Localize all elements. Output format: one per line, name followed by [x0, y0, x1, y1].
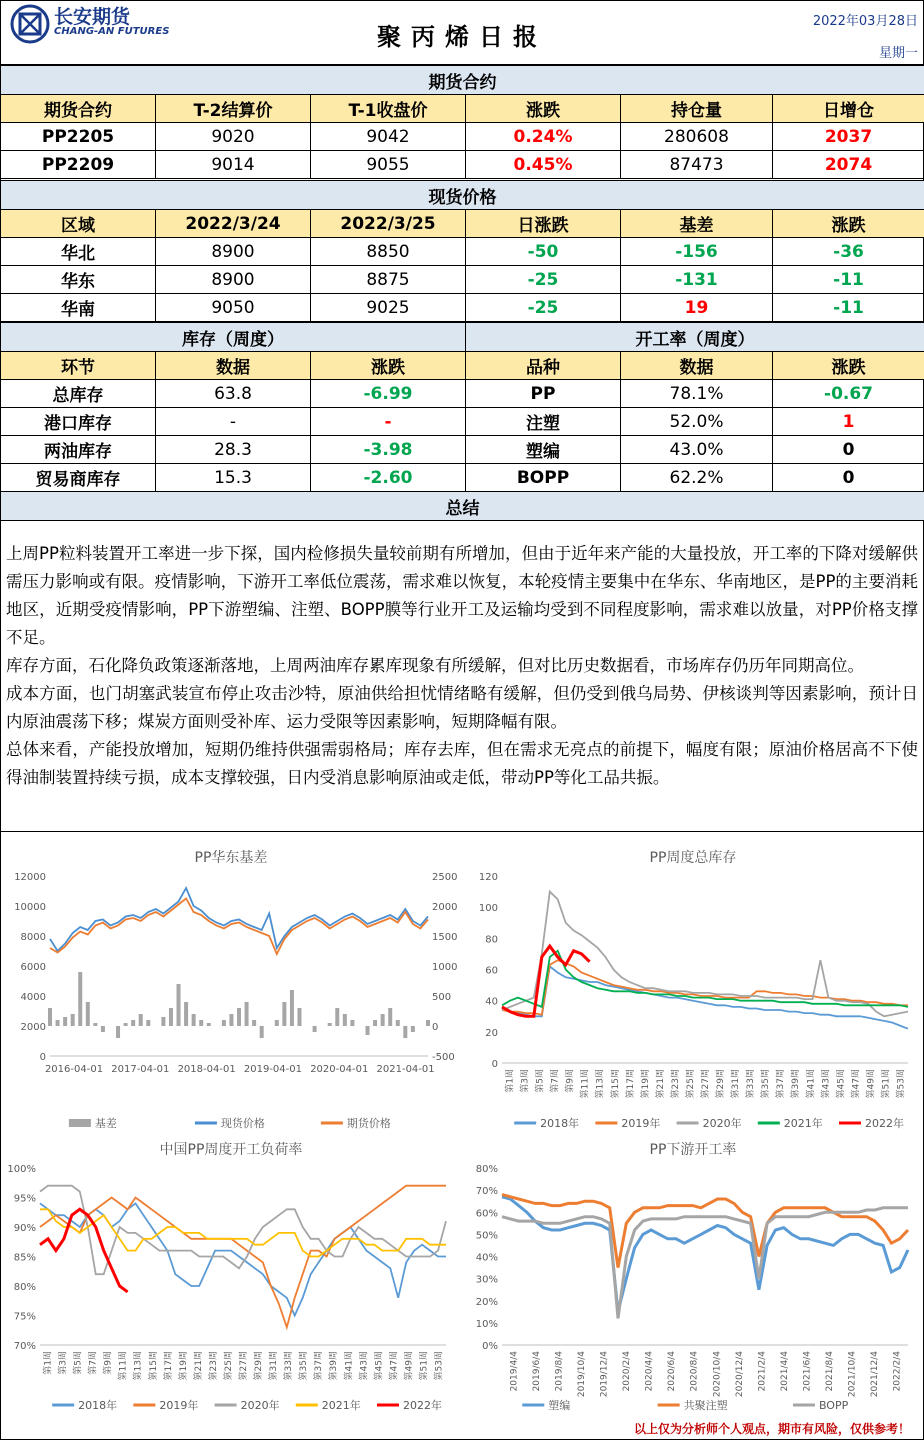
- basis-bar: [222, 1020, 226, 1026]
- cell: 63.8: [156, 380, 311, 408]
- chart-svg: [464, 838, 922, 1138]
- legend-label: 2020年: [702, 1117, 742, 1130]
- chart-title: PP下游开工率: [649, 1142, 737, 1158]
- summary-paragraph: 总体来看，产能投放增加，短期仍维持供强需弱格局；库存去库，但在需求无亮点的前提下，幅度有限；原油价格居高不下使得油制装置持续亏损，成本支撑较强，日内受消息影响原油或走低，带动PP等化工品共振。: [6, 740, 918, 787]
- cell: -: [156, 408, 311, 436]
- chart-basis: [2, 838, 460, 1138]
- x-tick-label: 2020/10/4: [712, 1351, 723, 1398]
- x-tick-label: 第53周: [896, 1069, 907, 1099]
- inventory-section-title: 库存（周度）: [1, 323, 466, 352]
- basis-bar: [350, 1020, 354, 1026]
- x-tick-label: 2020/4/4: [644, 1351, 655, 1392]
- x-tick-label: 第31周: [269, 1351, 280, 1381]
- x-tick-label: 第41周: [344, 1351, 355, 1381]
- basis-bar: [275, 1020, 279, 1026]
- legend-label: 2018年: [78, 1399, 118, 1412]
- cell-change: 0: [773, 464, 924, 492]
- basis-bar: [101, 1026, 105, 1032]
- cell-change: -36: [773, 238, 924, 266]
- col-header: T-1收盘价: [311, 95, 466, 123]
- table-row: [1, 436, 924, 464]
- x-tick-label: 第41周: [806, 1069, 817, 1099]
- contract-name: PP2205: [1, 123, 156, 151]
- cell: 280608: [621, 123, 773, 151]
- table-row: [1, 238, 924, 266]
- cell-change: -2.60: [311, 464, 466, 492]
- col-header: 日增仓: [773, 95, 924, 123]
- table-row: [1, 464, 924, 492]
- x-tick-label: 第37周: [314, 1351, 325, 1381]
- x-tick-label: 第37周: [776, 1069, 787, 1099]
- x-tick-label: 第5周: [535, 1069, 546, 1093]
- product-name: 塑编: [466, 436, 621, 464]
- y-tick-label: 0: [491, 1059, 498, 1070]
- table-row: [1, 380, 924, 408]
- y-tick-label: 20%: [475, 1296, 498, 1308]
- report-header: [0, 0, 924, 65]
- x-tick-label: 第47周: [851, 1069, 862, 1099]
- basis-bar: [169, 1008, 173, 1026]
- chart-operating-rate: [2, 1130, 460, 1420]
- col-header: 2022/3/24: [156, 210, 311, 238]
- cell: 8900: [156, 238, 311, 266]
- x-tick-label: 第33周: [284, 1351, 295, 1381]
- y-tick-label: 60: [485, 965, 498, 977]
- x-tick-label: 第13周: [595, 1069, 606, 1099]
- col-header: 涨跌: [466, 95, 621, 123]
- series-line: [40, 1186, 446, 1328]
- table-row: [1, 294, 924, 322]
- basis-bar: [56, 1020, 60, 1026]
- cell-change: -50: [466, 238, 621, 266]
- x-tick-label: 第27周: [239, 1351, 249, 1381]
- x-tick-label: 第47周: [389, 1351, 400, 1381]
- cell: 9042: [311, 123, 466, 151]
- x-tick-label: 第7周: [88, 1351, 99, 1375]
- x-tick-label: 第29周: [254, 1351, 265, 1381]
- y-tick-label: 100%: [7, 1164, 36, 1175]
- y-tick-label: 75%: [13, 1311, 36, 1323]
- y-tick-label: 0: [39, 1052, 46, 1063]
- x-tick-label: 第9周: [103, 1351, 114, 1375]
- basis-bar: [207, 1023, 211, 1026]
- legend-label: 2021年: [783, 1117, 823, 1130]
- col-header: T-2结算价: [156, 95, 311, 123]
- report-date: 2022年03月28日: [812, 14, 918, 29]
- basis-bar: [290, 990, 294, 1026]
- x-tick-label: 2019/10/4: [576, 1351, 587, 1398]
- y-tick-label: 0: [432, 1022, 439, 1033]
- col-header: 数据: [621, 352, 773, 380]
- x-tick-label: 2021/6/4: [802, 1351, 813, 1392]
- y-tick-label: 80%: [475, 1164, 498, 1175]
- table-row: [1, 408, 924, 436]
- x-tick-label: 第27周: [701, 1069, 711, 1099]
- y-tick-label: 80: [485, 934, 498, 946]
- legend-label: 2022年: [402, 1399, 442, 1412]
- x-tick-label: 第45周: [836, 1069, 847, 1099]
- basis-bar: [245, 1002, 249, 1026]
- x-tick-label: 第5周: [73, 1351, 84, 1375]
- basis-bar: [252, 1020, 256, 1026]
- legend-label: 2020年: [240, 1399, 280, 1412]
- chart-svg: [464, 1130, 922, 1420]
- spot-table: [0, 180, 924, 322]
- series-line: [502, 951, 908, 1007]
- cell: 9055: [311, 151, 466, 179]
- cell: 52.0%: [621, 408, 773, 436]
- col-header: 数据: [156, 352, 311, 380]
- basis-bar: [297, 1008, 301, 1026]
- cell-basis: -131: [621, 266, 773, 294]
- basis-bar: [313, 1026, 317, 1032]
- legend-label: 2019年: [621, 1117, 661, 1130]
- disclaimer: 以上仅为分析师个人观点，期市有风险，仅供参考！: [633, 1422, 910, 1436]
- x-tick-label: 第7周: [550, 1069, 561, 1093]
- cell-change: -25: [466, 266, 621, 294]
- y-tick-label: 2000: [20, 1022, 46, 1033]
- y-tick-label: 12000: [14, 872, 46, 883]
- cell: 9025: [311, 294, 466, 322]
- operating-section-title: 开工率（周度）: [466, 323, 924, 352]
- brand-name-en: CHANG-AN FUTURES: [54, 26, 170, 37]
- cell: 43.0%: [621, 436, 773, 464]
- x-tick-label: 第31周: [731, 1069, 742, 1099]
- inventory-stage: 总库存: [1, 380, 156, 408]
- x-tick-label: 2021/8/4: [825, 1351, 836, 1392]
- futures-section-title: 期货合约: [1, 66, 924, 95]
- cell: 87473: [621, 151, 773, 179]
- basis-bar: [237, 1008, 241, 1026]
- cell-change: 1: [773, 408, 924, 436]
- col-header: 涨跌: [311, 352, 466, 380]
- x-tick-label: 第35周: [761, 1069, 772, 1099]
- y-tick-label: 2000: [432, 902, 458, 913]
- series-line: [50, 899, 428, 955]
- x-tick-label: 第49周: [866, 1069, 877, 1099]
- cell: 8850: [311, 238, 466, 266]
- basis-bar: [48, 1008, 52, 1026]
- legend-label: 现货价格: [220, 1117, 265, 1130]
- x-tick-label: 2021/10/4: [847, 1351, 858, 1398]
- product-name: PP: [466, 380, 621, 408]
- legend-label: 基差: [94, 1117, 117, 1130]
- basis-bar: [71, 1014, 75, 1026]
- basis-bar: [177, 984, 181, 1026]
- x-tick-label: 第23周: [670, 1069, 681, 1099]
- x-tick-label: 第35周: [299, 1351, 310, 1381]
- y-tick-label: 95%: [13, 1193, 36, 1205]
- x-tick-label: 第1周: [43, 1351, 54, 1375]
- legend-label: BOPP: [818, 1399, 849, 1412]
- table-row: [1, 151, 924, 179]
- contract-name: PP2209: [1, 151, 156, 179]
- inventory-stage: 贸易商库存: [1, 464, 156, 492]
- x-tick-label: 第11周: [118, 1351, 129, 1381]
- x-tick-label: 第11周: [580, 1069, 591, 1099]
- x-tick-label: 2021/4/4: [779, 1351, 790, 1392]
- x-tick-label: 第25周: [685, 1069, 696, 1099]
- x-tick-label: 2021-04-01: [376, 1064, 435, 1075]
- chart-inventory: [464, 838, 922, 1138]
- y-tick-label: 1000: [432, 962, 458, 973]
- x-tick-label: 2021/2/4: [757, 1351, 768, 1392]
- series-line: [40, 1203, 446, 1315]
- basis-bar: [116, 1026, 120, 1038]
- cell-basis: -156: [621, 238, 773, 266]
- cell-change: -0.67: [773, 380, 924, 408]
- x-tick-label: 第43周: [821, 1069, 832, 1099]
- basis-bar: [411, 1026, 415, 1032]
- x-tick-label: 2022/2/4: [892, 1351, 903, 1392]
- x-tick-label: 第25周: [223, 1351, 234, 1381]
- inventory-stage: 港口库存: [1, 408, 156, 436]
- x-tick-label: 第51周: [881, 1069, 892, 1099]
- cell: 8900: [156, 266, 311, 294]
- basis-bar: [199, 1020, 203, 1026]
- y-tick-label: 70%: [13, 1341, 36, 1352]
- series-line: [502, 960, 908, 1015]
- chart-title: PP华东基差: [194, 850, 268, 866]
- chart-title: PP周度总库存: [649, 850, 737, 866]
- basis-bar: [86, 1002, 90, 1026]
- cell-change: -: [311, 408, 466, 436]
- legend-label: 塑编: [548, 1399, 571, 1412]
- col-header: 涨跌: [773, 210, 924, 238]
- x-tick-label: 2019/12/4: [599, 1351, 610, 1398]
- x-tick-label: 第9周: [565, 1069, 576, 1093]
- spot-section-title: 现货价格: [1, 181, 924, 210]
- legend-label: 共聚注塑: [683, 1399, 728, 1412]
- basis-bar: [388, 1008, 392, 1026]
- y-tick-label: 6000: [20, 962, 46, 973]
- x-tick-label: 第39周: [329, 1351, 340, 1381]
- x-tick-label: 2017-04-01: [111, 1064, 170, 1075]
- x-tick-label: 第53周: [434, 1351, 445, 1381]
- y-tick-label: 10%: [475, 1318, 498, 1330]
- col-header: 日涨跌: [466, 210, 621, 238]
- summary-paragraph: 上周PP粒料装置开工率进一步下探，国内检修损失量较前期有所增加，但由于近年来产能的大量投放，开工率的下降对缓解供需压力影响或有限。疫情影响，下游开工率低位震荡，需求难以恢复，本轮疫情主要集中在华东、华南地区，是PP的主要消耗地区，近期受疫情影响，PP下游塑编、注塑、BOPP膜等行业开工及运输均受到不同程度影响，需求难以放量，对PP价格支撑不足。: [6, 544, 918, 647]
- basis-bar: [131, 1020, 135, 1026]
- legend-label: 2019年: [159, 1399, 199, 1412]
- basis-bar: [335, 1008, 339, 1026]
- y-tick-label: 100: [478, 903, 498, 915]
- col-header: 涨跌: [773, 352, 924, 380]
- basis-bar: [381, 1014, 385, 1026]
- y-tick-label: 0%: [482, 1341, 498, 1352]
- inventory-stage: 两油库存: [1, 436, 156, 464]
- x-tick-label: 2018-04-01: [177, 1064, 236, 1075]
- x-tick-label: 第17周: [163, 1351, 174, 1381]
- cell-change: -6.99: [311, 380, 466, 408]
- cell: 9020: [156, 123, 311, 151]
- y-tick-label: 30%: [475, 1274, 498, 1286]
- legend-label: 2021年: [321, 1399, 361, 1412]
- region-name: 华南: [1, 294, 156, 322]
- chart-downstream-rate: [464, 1130, 922, 1420]
- basis-bar: [192, 1014, 196, 1026]
- y-tick-label: 120: [478, 872, 498, 883]
- basis-bar: [426, 1020, 430, 1026]
- col-header: 持仓量: [621, 95, 773, 123]
- brand-name-cn: 长安期货: [54, 6, 131, 28]
- x-tick-label: 2019-04-01: [243, 1064, 303, 1075]
- x-tick-label: 2020/8/4: [689, 1351, 700, 1392]
- futures-table: [0, 65, 924, 179]
- col-header: 基差: [621, 210, 773, 238]
- report-weekday: 星期一: [878, 46, 918, 61]
- y-tick-label: 40%: [475, 1252, 498, 1264]
- chart-title: 中国PP周度开工负荷率: [159, 1142, 303, 1158]
- y-tick-label: 70%: [475, 1186, 498, 1198]
- basis-bar: [63, 1017, 67, 1026]
- col-header: 期货合约: [1, 95, 156, 123]
- basis-bar: [373, 1020, 377, 1026]
- cell: 15.3: [156, 464, 311, 492]
- y-tick-label: 10000: [14, 902, 46, 913]
- x-tick-label: 第19周: [178, 1351, 189, 1381]
- basis-bar: [124, 1023, 128, 1026]
- series-line: [50, 888, 428, 951]
- y-tick-label: 8000: [20, 932, 46, 943]
- y-tick-label: 85%: [13, 1252, 36, 1264]
- legend-label: 2022年: [864, 1117, 904, 1130]
- chart-svg: [2, 1130, 460, 1420]
- x-tick-label: 第49周: [404, 1351, 415, 1381]
- cell-change: -11: [773, 294, 924, 322]
- basis-bar: [366, 1026, 370, 1035]
- x-tick-label: 2020/6/4: [667, 1351, 678, 1392]
- series-line: [40, 1186, 446, 1275]
- cell: 9014: [156, 151, 311, 179]
- x-tick-label: 第19周: [640, 1069, 651, 1099]
- x-tick-label: 第33周: [746, 1069, 757, 1099]
- x-tick-label: 第3周: [58, 1351, 69, 1375]
- cell-basis: 19: [621, 294, 773, 322]
- col-header: 品种: [466, 352, 621, 380]
- cell-change: -11: [773, 266, 924, 294]
- inventory-operating-table: [0, 322, 924, 521]
- region-name: 华东: [1, 266, 156, 294]
- product-name: 注塑: [466, 408, 621, 436]
- basis-bar: [139, 1014, 143, 1026]
- col-header: 区域: [1, 210, 156, 238]
- summary-section-title: 总结: [1, 492, 924, 521]
- x-tick-label: 第45周: [374, 1351, 385, 1381]
- basis-bar: [78, 972, 82, 1026]
- cell: 8875: [311, 266, 466, 294]
- x-tick-label: 第15周: [148, 1351, 159, 1381]
- region-name: 华北: [1, 238, 156, 266]
- x-tick-label: 2019/4/4: [509, 1351, 520, 1392]
- cell: 9050: [156, 294, 311, 322]
- col-header: 2022/3/25: [311, 210, 466, 238]
- summary-paragraph: 库存方面，石化降负政策逐渐落地，上周两油库存累库现象有所缓解，但对比历史数据看，市场库存仍历年同期高位。: [6, 656, 864, 675]
- x-tick-label: 第29周: [716, 1069, 727, 1099]
- legend-swatch: [69, 1119, 91, 1127]
- cell: 28.3: [156, 436, 311, 464]
- y-tick-label: 4000: [20, 992, 46, 1003]
- series-line: [502, 1197, 908, 1312]
- x-tick-label: 2021/12/4: [870, 1351, 881, 1398]
- cell: 78.1%: [621, 380, 773, 408]
- x-tick-label: 2020/2/4: [622, 1351, 633, 1392]
- series-line: [40, 1209, 446, 1256]
- cell-change: -25: [466, 294, 621, 322]
- cell-change: 0.45%: [466, 151, 621, 179]
- y-tick-label: 2500: [432, 872, 458, 883]
- x-tick-label: 第3周: [520, 1069, 531, 1093]
- cell-change: -3.98: [311, 436, 466, 464]
- x-tick-label: 第13周: [133, 1351, 144, 1381]
- cell-change: 2074: [773, 151, 924, 179]
- x-tick-label: 第51周: [419, 1351, 430, 1381]
- basis-bar: [396, 1020, 400, 1026]
- basis-bar: [343, 1014, 347, 1026]
- cell-change: 2037: [773, 123, 924, 151]
- basis-bar: [260, 1026, 264, 1038]
- x-tick-label: 第17周: [625, 1069, 636, 1099]
- x-tick-label: 第21周: [193, 1351, 204, 1381]
- x-tick-label: 第23周: [208, 1351, 219, 1381]
- basis-bar: [403, 1026, 407, 1038]
- product-name: BOPP: [466, 464, 621, 492]
- x-tick-label: 第39周: [791, 1069, 802, 1099]
- x-tick-label: 第1周: [505, 1069, 516, 1093]
- basis-bar: [184, 1002, 188, 1026]
- report-title: 聚丙烯日报: [377, 23, 547, 51]
- x-tick-label: 第15周: [610, 1069, 621, 1099]
- chart-svg: [2, 838, 460, 1138]
- table-row: [1, 123, 924, 151]
- x-tick-label: 2019/8/4: [554, 1351, 565, 1392]
- cell: 62.2%: [621, 464, 773, 492]
- x-tick-label: 第43周: [359, 1351, 370, 1381]
- y-tick-label: 40: [485, 996, 498, 1008]
- legend-label: 2018年: [540, 1117, 580, 1130]
- x-tick-label: 2020/12/4: [734, 1351, 745, 1398]
- y-tick-label: 90%: [13, 1223, 36, 1234]
- cell-change: 0: [773, 436, 924, 464]
- col-header: 环节: [1, 352, 156, 380]
- y-tick-label: 50%: [475, 1230, 498, 1242]
- y-tick-label: 60%: [475, 1208, 498, 1220]
- basis-bar: [282, 1002, 286, 1026]
- basis-bar: [328, 1023, 332, 1026]
- y-tick-label: 20: [485, 1027, 498, 1039]
- y-tick-label: -500: [432, 1052, 455, 1063]
- y-tick-label: 80%: [13, 1282, 36, 1293]
- y-tick-label: 500: [432, 992, 452, 1003]
- series-line: [502, 1208, 908, 1319]
- x-tick-label: 第21周: [655, 1069, 666, 1099]
- legend-label: 期货价格: [346, 1117, 391, 1130]
- table-row: [1, 266, 924, 294]
- summary-paragraph: 成本方面，也门胡塞武装宣布停止攻击沙特，原油供给担忧情绪略有缓解，但仍受到俄乌局势、伊核谈判等因素影响，预计日内原油震荡下移；煤炭方面则受补库、运力受限等因素影响，短期降幅有限。: [6, 684, 918, 731]
- cell-change: 0.24%: [466, 123, 621, 151]
- basis-bar: [229, 1014, 233, 1026]
- x-tick-label: 2020-04-01: [310, 1064, 369, 1075]
- basis-bar: [93, 1023, 97, 1026]
- basis-bar: [146, 1020, 150, 1026]
- summary-text: [0, 520, 924, 832]
- x-tick-label: 2016-04-01: [44, 1064, 104, 1075]
- y-tick-label: 1500: [432, 932, 458, 943]
- basis-bar: [161, 1017, 165, 1026]
- x-tick-label: 2019/6/4: [531, 1351, 542, 1392]
